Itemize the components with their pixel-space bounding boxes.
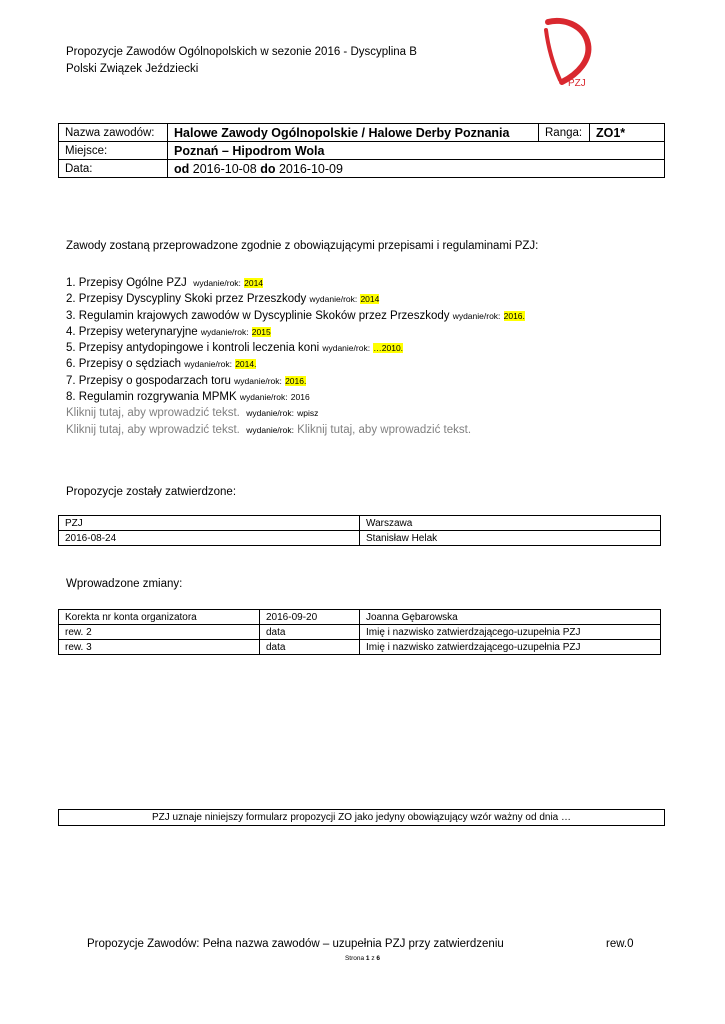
pzj-logo	[540, 16, 596, 90]
table-row	[59, 531, 661, 546]
logo-text: PZJ	[568, 78, 586, 89]
regulation-item: 2. Przepisy Dyscypliny Skoki przez Przeszkody wydanie/rok: 2014	[66, 293, 380, 306]
table-row	[59, 640, 661, 655]
placeholder-edition[interactable]: Kliknij tutaj, aby wprowadzić tekst.	[297, 423, 472, 436]
event-name-row	[59, 124, 665, 142]
changes-table	[58, 609, 661, 655]
table-cell: data	[260, 625, 360, 640]
rank-value: ZO1*	[590, 124, 665, 142]
footer-title: Propozycje Zawodów: Pełna nazwa zawodów – uzupełnia PZJ przy zatwierdzeniu	[87, 938, 504, 950]
regulation-item: 8. Regulamin rozgrywania MPMK wydanie/rok: 2016	[66, 391, 310, 404]
edition-value[interactable]: 2014.	[235, 359, 257, 370]
placeholder-text[interactable]: Kliknij tutaj, aby wprowadzić tekst.	[66, 423, 240, 436]
footer-revision: rew.0	[606, 938, 634, 950]
regulations-intro: Zawody zostaną przeprowadzone zgodnie z obowiązującymi przepisami i regulaminami PZJ:	[66, 240, 539, 252]
regulation-placeholder-item: Kliknij tutaj, aby wprowadzić tekst. wydanie/rok: Kliknij tutaj, aby wprowadzić tekst.	[66, 423, 472, 436]
edition-value[interactable]: 2015	[251, 326, 271, 337]
table-cell: Warszawa	[360, 516, 661, 531]
edition-value[interactable]: …2010.	[373, 343, 404, 354]
date-from: 2016-10-08	[192, 161, 257, 176]
table-cell: Stanisław Helak	[360, 531, 661, 546]
table-cell: rew. 2	[59, 625, 260, 640]
table-cell: 2016-08-24	[59, 531, 360, 546]
date-from-keyword: od	[174, 161, 190, 176]
table-cell: rew. 3	[59, 640, 260, 655]
page-number: Strona 1 z 6	[344, 955, 381, 962]
regulation-item: 3. Regulamin krajowych zawodów w Dyscyplinie Skoków przez Przeszkody wydanie/rok: 2016.	[66, 309, 525, 322]
edition-value[interactable]: 2016.	[285, 375, 307, 386]
place-row	[59, 142, 665, 160]
edition-value[interactable]: 2014	[244, 278, 264, 288]
table-row	[59, 625, 661, 640]
edition-value[interactable]: 2016.	[503, 310, 525, 321]
validity-notice: PZJ uznaje niniejszy formularz propozycji ZO jako jedyny obowiązujący wzór ważny od dnia …	[58, 809, 665, 826]
changes-title: Wprowadzone zmiany:	[66, 578, 183, 590]
regulation-item: 5. Przepisy antydopingowe i kontroli leczenia koni wydanie/rok: …2010.	[66, 342, 404, 355]
event-info-table	[58, 123, 665, 178]
regulations-list	[66, 275, 525, 438]
table-cell: Imię i nazwisko zatwierdzającego-uzupełnia PZJ	[360, 625, 661, 640]
regulation-item: 6. Przepisy o sędziach wydanie/rok: 2014.	[66, 358, 257, 371]
table-cell: data	[260, 640, 360, 655]
header-title: Propozycje Zawodów Ogólnopolskich w sezonie 2016 - Dyscyplina B	[66, 46, 417, 58]
event-name-label: Nazwa zawodów:	[59, 124, 168, 142]
table-cell: PZJ	[59, 516, 360, 531]
date-value	[168, 160, 665, 178]
table-cell: Joanna Gębarowska	[360, 610, 661, 625]
date-to: 2016-10-09	[278, 161, 343, 176]
approval-table	[58, 515, 661, 546]
regulation-placeholder-item: Kliknij tutaj, aby wprowadzić tekst. wydanie/rok: wpisz	[66, 407, 319, 420]
table-cell: 2016-09-20	[260, 610, 360, 625]
regulation-item: 4. Przepisy weterynaryjne wydanie/rok: 2015	[66, 325, 271, 338]
event-name-value: Halowe Zawody Ogólnopolskie / Halowe Derby Poznania	[168, 124, 539, 142]
table-row	[59, 610, 661, 625]
placeholder-edition[interactable]: wpisz	[297, 408, 319, 419]
table-row	[59, 516, 661, 531]
approved-title: Propozycje zostały zatwierdzone:	[66, 486, 237, 498]
edition-value[interactable]: 2016	[290, 392, 310, 403]
rank-label: Ranga:	[539, 124, 590, 142]
header-organization: Polski Związek Jeździecki	[66, 63, 199, 75]
edition-value[interactable]: 2014	[360, 294, 380, 305]
placeholder-text[interactable]: Kliknij tutaj, aby wprowadzić tekst.	[66, 407, 240, 420]
date-row	[59, 160, 665, 178]
regulation-item: 1. Przepisy Ogólne PZJ wydanie/rok: 2014	[66, 277, 264, 289]
place-label: Miejsce:	[59, 142, 168, 160]
table-cell: Korekta nr konta organizatora	[59, 610, 260, 625]
date-to-keyword: do	[260, 161, 276, 176]
date-label: Data:	[59, 160, 168, 178]
table-cell: Imię i nazwisko zatwierdzającego-uzupełnia PZJ	[360, 640, 661, 655]
regulation-item: 7. Przepisy o gospodarzach toru wydanie/rok: 2016.	[66, 374, 307, 387]
place-value: Poznań – Hipodrom Wola	[168, 142, 665, 160]
